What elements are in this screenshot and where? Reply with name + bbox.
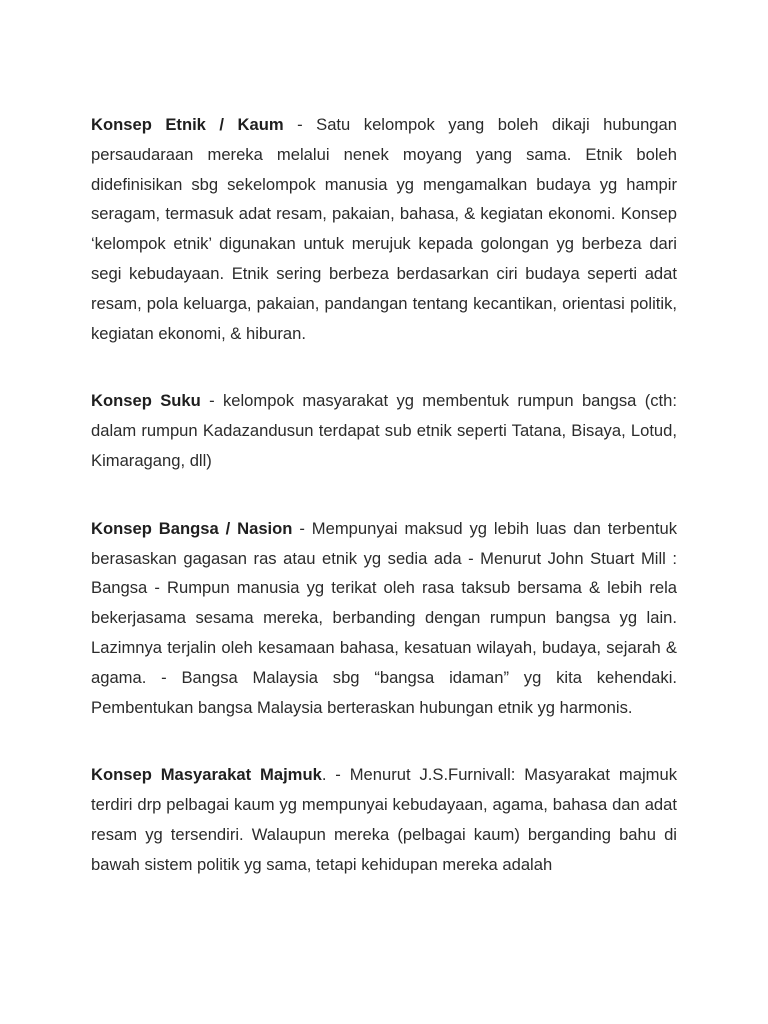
- paragraph-konsep-suku: [91, 386, 677, 475]
- paragraph-konsep-bangsa-nasion: [91, 514, 677, 723]
- term-heading: Konsep Suku: [91, 391, 201, 411]
- paragraph-text: - Mempunyai maksud yg lebih luas dan terbentuk berasaskan gagasan ras atau etnik yg sedia ada - Menurut John Stuart Mill : Bangsa - Rumpun manusia yg terikat oleh rasa taksub bersama & lebih rela bekerjasama sesama mereka, berbanding dengan rumpun bangsa yg lain. Lazimnya terjalin oleh kesamaan bahasa, kesatuan wilayah, budaya, sejarah & agama. - Bangsa Malaysia sbg “bangsa idaman” yg kita kehendaki. Pembentukan bangsa Malaysia berteraskan hubungan etnik yg harmonis.: [91, 518, 677, 717]
- term-heading: Konsep Bangsa / Nasion: [91, 518, 293, 538]
- document-page: [91, 110, 677, 880]
- paragraph-konsep-etnik-kaum: [91, 110, 677, 348]
- paragraph-konsep-masyarakat-majmuk: [91, 760, 677, 879]
- term-heading: Konsep Etnik / Kaum: [91, 115, 284, 134]
- paragraph-text: . - Menurut J.S.Furnivall: Masyarakat majmuk terdiri drp pelbagai kaum yg mempunyai kebudayaan, agama, bahasa dan adat resam yg tersendiri. Walaupun mereka (pelbagai kaum) berganding bahu di bawah sistem politik yg sama, tetapi kehidupan mereka adalah: [91, 765, 677, 874]
- paragraph-text: - Satu kelompok yang boleh dikaji hubungan persaudaraan mereka melalui nenek moyang yang sama. Etnik boleh didefinisikan sbg sekelompok manusia yg mengamalkan budaya yg hampir seragam, termasuk adat resam, pakaian, bahasa, & kegiatan ekonomi. Konsep ‘kelompok etnik’ digunakan untuk merujuk kepada golongan yg berbeza dari segi kebudayaan. Etnik sering berbeza berdasarkan ciri budaya seperti adat resam, pola keluarga, pakaian, pandangan tentang kecantikan, orientasi politik, kegiatan ekonomi, & hiburan.: [91, 115, 677, 343]
- paragraph-text: - kelompok masyarakat yg membentuk rumpun bangsa (cth: dalam rumpun Kadazandusun terdapat sub etnik seperti Tatana, Bisaya, Lotud, Kimaragang, dll): [91, 391, 677, 470]
- term-heading: Konsep Masyarakat Majmuk: [91, 765, 322, 785]
